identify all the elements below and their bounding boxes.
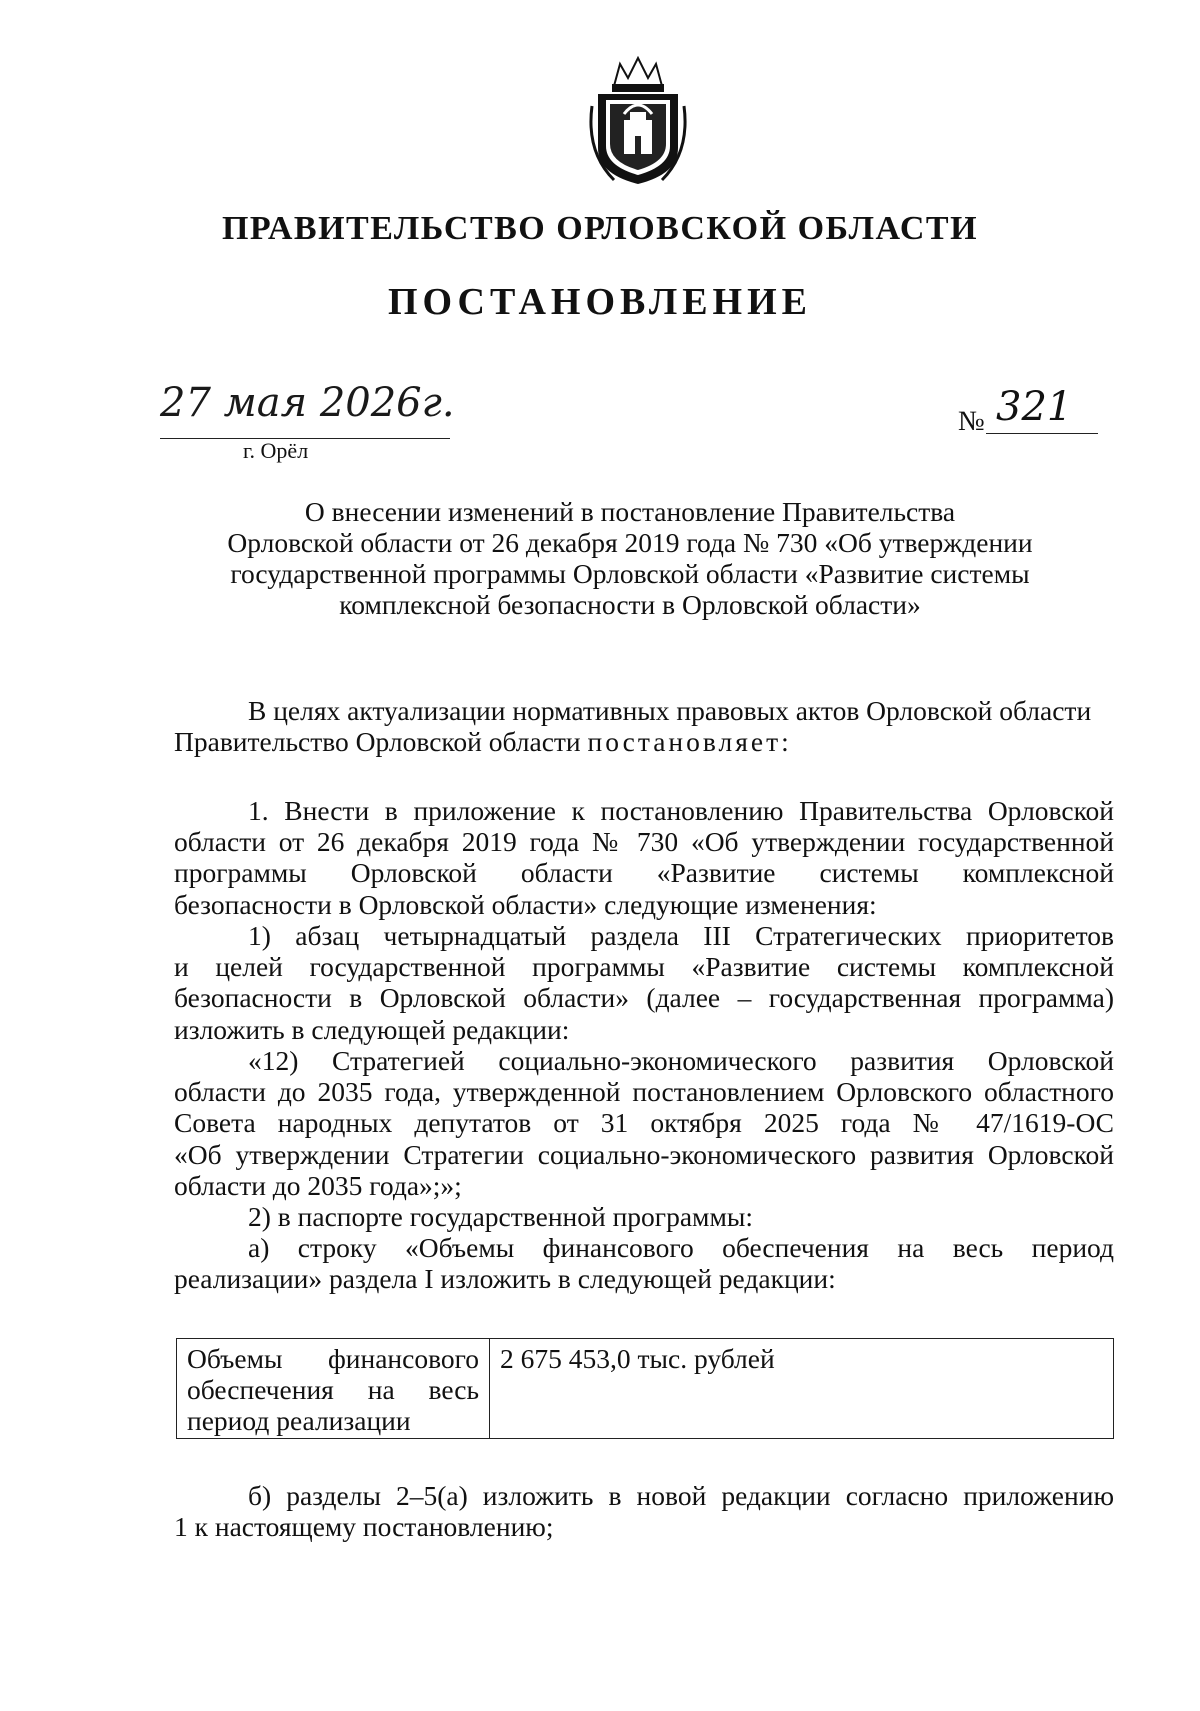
- item-1-line: области от 26 декабря 2019 года № 730 «Об утверждении государственной: [174, 826, 1114, 858]
- item-1-line: 1. Внести в приложение к постановлению Правительства Орловской: [248, 795, 1114, 826]
- preamble-subject: Правительство Орловской области: [174, 726, 581, 758]
- quote-line: области до 2035 года, утвержденной постановлением Орловского областного: [174, 1076, 1114, 1108]
- subject-line: О внесении изменений в постановление Правительства: [304, 496, 956, 527]
- subitem-1-line: безопасности в Орловской области» (далее – государственная программа): [174, 982, 1114, 1014]
- preamble: [174, 695, 1114, 757]
- subitem-2-line: 2) в паспорте государственной программы:: [248, 1201, 753, 1232]
- subitem-1-line: и целей государственной программы «Развитие системы комплексной: [174, 951, 1114, 983]
- quote-line: области до 2035 года»;»;: [174, 1169, 462, 1201]
- table-label-line: Объемы финансового: [187, 1343, 479, 1374]
- subitem-2: [174, 1201, 1114, 1295]
- preamble-line: В целях актуализации нормативных правовых актов Орловской области: [248, 695, 1092, 726]
- handwritten-date: 27 мая 2026г.: [160, 380, 450, 439]
- subitem-1: [174, 920, 1114, 1045]
- finance-table: [176, 1338, 1114, 1439]
- quoted-paragraph: [174, 1045, 1114, 1201]
- subitem-b-line: б) разделы 2–5(а) изложить в новой редакции согласно приложению: [248, 1480, 1114, 1511]
- preamble-verb: постановляет:: [587, 726, 792, 758]
- quote-line: «Об утверждении Стратегии социально-экономического развития Орловской: [174, 1138, 1114, 1170]
- handwritten-number: 321: [986, 384, 1098, 434]
- table-label-line: обеспечения на весь: [187, 1374, 479, 1405]
- subitem-2a-line: реализации» раздела I изложить в следующей редакции:: [174, 1263, 836, 1295]
- subitem-1-line: изложить в следующей редакции:: [174, 1013, 570, 1045]
- table-label-line: период реализации: [187, 1405, 411, 1436]
- coat-of-arms-emblem: [584, 56, 692, 190]
- document-kind-title: ПОСТАНОВЛЕНИЕ: [387, 281, 813, 323]
- subitem-b: [174, 1480, 1114, 1542]
- item-1-line: программы Орловской области «Развитие системы комплексной: [174, 857, 1114, 889]
- preamble-line: [174, 726, 1114, 757]
- subject-line: государственной программы Орловской области «Развитие системы: [230, 558, 1030, 589]
- item-1-line: безопасности в Орловской области» следующие изменения:: [174, 888, 877, 920]
- subject-line: Орловской области от 26 декабря 2019 года № 730 «Об утверждении: [227, 527, 1033, 558]
- document-subject: [160, 496, 1100, 620]
- subitem-1-line: 1) абзац четырнадцатый раздела III Стратегических приоритетов: [248, 920, 1114, 951]
- quote-line: «12) Стратегией социально-экономического развития Орловской: [248, 1045, 1114, 1076]
- table-cell-label: [177, 1339, 490, 1439]
- table-row: [177, 1339, 1114, 1439]
- subitem-2a-line: а) строку «Объемы финансового обеспечения на весь период: [248, 1232, 1114, 1264]
- subitem-b-line: 1 к настоящему постановлению;: [174, 1511, 554, 1543]
- item-1: [174, 795, 1114, 920]
- government-title: ПРАВИТЕЛЬСТВО ОРЛОВСКОЙ ОБЛАСТИ: [221, 210, 979, 247]
- subject-line: комплексной безопасности в Орловской области»: [339, 589, 921, 620]
- number-label: №: [958, 406, 985, 437]
- city-label: г. Орёл: [243, 438, 309, 463]
- quote-line: Совета народных депутатов от 31 октября 2025 года № 47/1619-ОС: [174, 1107, 1114, 1139]
- table-cell-value: 2 675 453,0 тыс. рублей: [490, 1339, 1114, 1439]
